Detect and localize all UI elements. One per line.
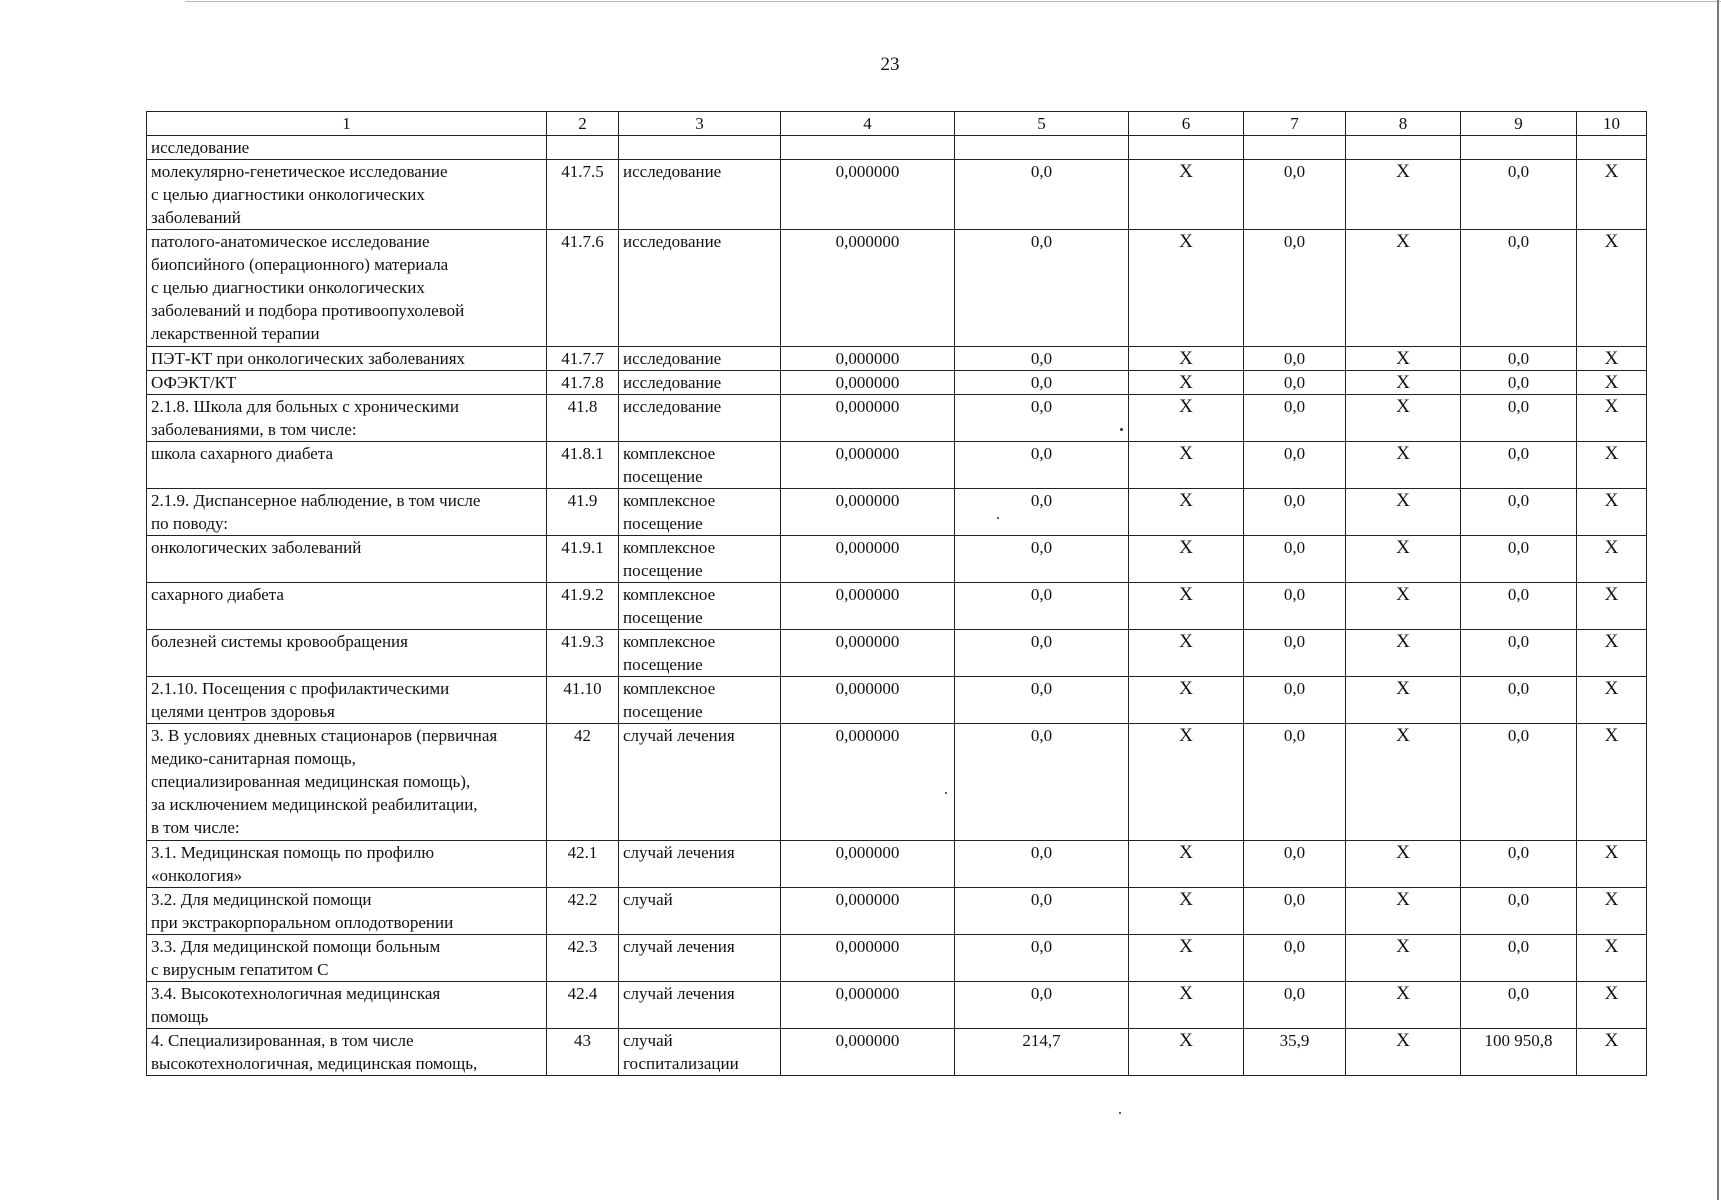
table-row xyxy=(147,160,1647,230)
table-cell-col-10: X xyxy=(1577,230,1647,347)
table-cell-col-1: патолого-анатомическое исследование биопсийного (операционного) материала с целью диагностики онкологических заболеваний и подбора противоопухолевой лекарственной терапии xyxy=(147,230,547,347)
table-cell-col-6: X xyxy=(1129,536,1244,583)
table-cell-col-1: болезней системы кровообращения xyxy=(147,630,547,677)
table-body xyxy=(147,112,1647,1076)
table-cell-col-8 xyxy=(1346,136,1461,160)
table-cell-col-4: 0,000000 xyxy=(781,982,955,1029)
table-cell-col-1: молекулярно-генетическое исследование с целью диагностики онкологических заболеваний xyxy=(147,160,547,230)
table-cell-col-7: 0,0 xyxy=(1244,395,1346,442)
table-row xyxy=(147,136,1647,160)
table-cell-col-5: 0,0 xyxy=(955,371,1129,395)
table-row xyxy=(147,935,1647,982)
table-cell-col-4: 0,000000 xyxy=(781,1029,955,1076)
header-cell-4: 4 xyxy=(781,112,955,136)
table-cell-col-4: 0,000000 xyxy=(781,347,955,371)
header-cell-5: 5 xyxy=(955,112,1129,136)
table-row xyxy=(147,841,1647,888)
table-cell-col-6: X xyxy=(1129,442,1244,489)
table-cell-col-6 xyxy=(1129,136,1244,160)
table-cell-col-10: X xyxy=(1577,395,1647,442)
table-cell-col-8: X xyxy=(1346,230,1461,347)
table-cell-col-7: 0,0 xyxy=(1244,442,1346,489)
table-cell-col-1: 2.1.9. Диспансерное наблюдение, в том числе по поводу: xyxy=(147,489,547,536)
table-cell-col-2: 41.8 xyxy=(547,395,619,442)
table-cell-col-1: ОФЭКТ/КТ xyxy=(147,371,547,395)
scan-top-edge xyxy=(185,1,1721,2)
table-cell-col-2: 41.9.3 xyxy=(547,630,619,677)
table-cell-col-6: X xyxy=(1129,724,1244,841)
table-cell-col-2: 41.7.8 xyxy=(547,371,619,395)
table-cell-col-9: 0,0 xyxy=(1461,583,1577,630)
table-cell-col-3: случай xyxy=(619,888,781,935)
table-cell-col-4: 0,000000 xyxy=(781,442,955,489)
table-cell-col-1: 3.1. Медицинская помощь по профилю «онкология» xyxy=(147,841,547,888)
table-cell-col-6: X xyxy=(1129,395,1244,442)
table-cell-col-2: 42.1 xyxy=(547,841,619,888)
table-cell-col-8: X xyxy=(1346,395,1461,442)
table-header-row xyxy=(147,112,1647,136)
table-cell-col-4: 0,000000 xyxy=(781,724,955,841)
table-row xyxy=(147,630,1647,677)
table-cell-col-5: 0,0 xyxy=(955,347,1129,371)
table-cell-col-3: комплексное посещение xyxy=(619,630,781,677)
table-cell-col-10: X xyxy=(1577,724,1647,841)
table-cell-col-8: X xyxy=(1346,935,1461,982)
table-cell-col-10: X xyxy=(1577,630,1647,677)
table-cell-col-5: 0,0 xyxy=(955,160,1129,230)
scan-speck xyxy=(1120,428,1123,431)
table-cell-col-9: 0,0 xyxy=(1461,230,1577,347)
table-cell-col-6: X xyxy=(1129,630,1244,677)
table-cell-col-5 xyxy=(955,136,1129,160)
table-cell-col-1: 3.3. Для медицинской помощи больным с вирусным гепатитом С xyxy=(147,935,547,982)
table-cell-col-3: случай лечения xyxy=(619,724,781,841)
table-cell-col-10: X xyxy=(1577,583,1647,630)
table-cell-col-3: исследование xyxy=(619,371,781,395)
table-row xyxy=(147,230,1647,347)
table-cell-col-6: X xyxy=(1129,841,1244,888)
table-cell-col-4: 0,000000 xyxy=(781,583,955,630)
table-cell-col-2: 41.9.2 xyxy=(547,583,619,630)
table-cell-col-7 xyxy=(1244,136,1346,160)
table-cell-col-3: комплексное посещение xyxy=(619,442,781,489)
table-cell-col-6: X xyxy=(1129,371,1244,395)
table-cell-col-2: 42.2 xyxy=(547,888,619,935)
table-cell-col-2: 41.10 xyxy=(547,677,619,724)
table-cell-col-3: случай лечения xyxy=(619,935,781,982)
table-cell-col-9: 0,0 xyxy=(1461,395,1577,442)
table-cell-col-3: комплексное посещение xyxy=(619,677,781,724)
scan-speck xyxy=(997,517,999,519)
table-cell-col-7: 35,9 xyxy=(1244,1029,1346,1076)
table-cell-col-1: школа сахарного диабета xyxy=(147,442,547,489)
table-cell-col-5: 0,0 xyxy=(955,630,1129,677)
table-cell-col-8: X xyxy=(1346,630,1461,677)
table-cell-col-10: X xyxy=(1577,935,1647,982)
table-cell-col-9: 0,0 xyxy=(1461,982,1577,1029)
table-cell-col-6: X xyxy=(1129,935,1244,982)
table-cell-col-7: 0,0 xyxy=(1244,677,1346,724)
header-cell-6: 6 xyxy=(1129,112,1244,136)
table-cell-col-4: 0,000000 xyxy=(781,230,955,347)
header-cell-1: 1 xyxy=(147,112,547,136)
table-cell-col-2: 43 xyxy=(547,1029,619,1076)
table-cell-col-4: 0,000000 xyxy=(781,160,955,230)
table-cell-col-7: 0,0 xyxy=(1244,160,1346,230)
table-cell-col-4: 0,000000 xyxy=(781,841,955,888)
header-cell-10: 10 xyxy=(1577,112,1647,136)
header-cell-3: 3 xyxy=(619,112,781,136)
table-cell-col-5: 0,0 xyxy=(955,583,1129,630)
table-cell-col-2: 41.8.1 xyxy=(547,442,619,489)
table-cell-col-9: 0,0 xyxy=(1461,935,1577,982)
table-cell-col-6: X xyxy=(1129,677,1244,724)
table-row xyxy=(147,982,1647,1029)
table-cell-col-9: 0,0 xyxy=(1461,536,1577,583)
table-cell-col-9: 0,0 xyxy=(1461,888,1577,935)
table-cell-col-8: X xyxy=(1346,841,1461,888)
table-cell-col-1: 3.2. Для медицинской помощи при экстракорпоральном оплодотворении xyxy=(147,888,547,935)
table-cell-col-10: X xyxy=(1577,982,1647,1029)
table-cell-col-4: 0,000000 xyxy=(781,677,955,724)
header-cell-2: 2 xyxy=(547,112,619,136)
table-cell-col-4: 0,000000 xyxy=(781,489,955,536)
table-cell-col-3 xyxy=(619,136,781,160)
header-cell-7: 7 xyxy=(1244,112,1346,136)
table-cell-col-8: X xyxy=(1346,347,1461,371)
table-cell-col-9: 0,0 xyxy=(1461,347,1577,371)
table-cell-col-1: исследование xyxy=(147,136,547,160)
table-cell-col-4: 0,000000 xyxy=(781,888,955,935)
table-cell-col-3: исследование xyxy=(619,347,781,371)
table-cell-col-5: 0,0 xyxy=(955,982,1129,1029)
table-cell-col-9: 0,0 xyxy=(1461,841,1577,888)
table-cell-col-6: X xyxy=(1129,230,1244,347)
table-row xyxy=(147,347,1647,371)
table-cell-col-10: X xyxy=(1577,489,1647,536)
table-row xyxy=(147,489,1647,536)
table-cell-col-2: 41.7.7 xyxy=(547,347,619,371)
table-cell-col-5: 0,0 xyxy=(955,888,1129,935)
table-cell-col-9: 0,0 xyxy=(1461,160,1577,230)
table-cell-col-9: 100 950,8 xyxy=(1461,1029,1577,1076)
scan-speck xyxy=(1119,1112,1121,1114)
table-cell-col-8: X xyxy=(1346,371,1461,395)
table-cell-col-8: X xyxy=(1346,489,1461,536)
table-cell-col-10: X xyxy=(1577,371,1647,395)
table-cell-col-10: X xyxy=(1577,536,1647,583)
table-cell-col-6: X xyxy=(1129,583,1244,630)
table-cell-col-7: 0,0 xyxy=(1244,583,1346,630)
table-cell-col-5: 214,7 xyxy=(955,1029,1129,1076)
table-cell-col-9: 0,0 xyxy=(1461,677,1577,724)
scan-right-edge xyxy=(1717,0,1719,1200)
table-cell-col-4: 0,000000 xyxy=(781,371,955,395)
table-cell-col-6: X xyxy=(1129,160,1244,230)
table-cell-col-7: 0,0 xyxy=(1244,724,1346,841)
table-cell-col-9 xyxy=(1461,136,1577,160)
table-cell-col-8: X xyxy=(1346,677,1461,724)
table-row xyxy=(147,583,1647,630)
table-cell-col-3: комплексное посещение xyxy=(619,536,781,583)
header-cell-9: 9 xyxy=(1461,112,1577,136)
table-cell-col-1: онкологических заболеваний xyxy=(147,536,547,583)
header-cell-8: 8 xyxy=(1346,112,1461,136)
table-cell-col-5: 0,0 xyxy=(955,489,1129,536)
table-cell-col-8: X xyxy=(1346,583,1461,630)
table-row xyxy=(147,442,1647,489)
table-cell-col-3: комплексное посещение xyxy=(619,489,781,536)
table-cell-col-8: X xyxy=(1346,536,1461,583)
table-cell-col-9: 0,0 xyxy=(1461,724,1577,841)
table-cell-col-10: X xyxy=(1577,160,1647,230)
table-cell-col-7: 0,0 xyxy=(1244,347,1346,371)
table-cell-col-7: 0,0 xyxy=(1244,630,1346,677)
table-cell-col-9: 0,0 xyxy=(1461,489,1577,536)
table-cell-col-6: X xyxy=(1129,489,1244,536)
table-cell-col-1: 4. Специализированная, в том числе высокотехнологичная, медицинская помощь, xyxy=(147,1029,547,1076)
table-cell-col-6: X xyxy=(1129,1029,1244,1076)
table-cell-col-7: 0,0 xyxy=(1244,230,1346,347)
table-cell-col-3: случай госпитализации xyxy=(619,1029,781,1076)
table-cell-col-10: X xyxy=(1577,442,1647,489)
table-cell-col-3: случай лечения xyxy=(619,982,781,1029)
table-cell-col-2: 42.3 xyxy=(547,935,619,982)
table-cell-col-5: 0,0 xyxy=(955,230,1129,347)
table-cell-col-10 xyxy=(1577,136,1647,160)
table-cell-col-5: 0,0 xyxy=(955,724,1129,841)
table-cell-col-7: 0,0 xyxy=(1244,841,1346,888)
table-cell-col-10: X xyxy=(1577,841,1647,888)
table-cell-col-1: 2.1.10. Посещения с профилактическими целями центров здоровья xyxy=(147,677,547,724)
page-number: 23 xyxy=(880,54,900,75)
table-cell-col-6: X xyxy=(1129,347,1244,371)
table-cell-col-10: X xyxy=(1577,347,1647,371)
table-cell-col-4: 0,000000 xyxy=(781,935,955,982)
table-cell-col-2 xyxy=(547,136,619,160)
scan-speck xyxy=(945,792,947,794)
table-cell-col-4: 0,000000 xyxy=(781,395,955,442)
table-cell-col-1: 2.1.8. Школа для больных с хроническими заболеваниями, в том числе: xyxy=(147,395,547,442)
table-cell-col-8: X xyxy=(1346,982,1461,1029)
table-cell-col-3: исследование xyxy=(619,160,781,230)
table-row xyxy=(147,371,1647,395)
table-cell-col-8: X xyxy=(1346,888,1461,935)
table-cell-col-2: 41.9 xyxy=(547,489,619,536)
table-cell-col-5: 0,0 xyxy=(955,935,1129,982)
table-cell-col-4: 0,000000 xyxy=(781,536,955,583)
table-cell-col-6: X xyxy=(1129,888,1244,935)
table-cell-col-4 xyxy=(781,136,955,160)
table-cell-col-8: X xyxy=(1346,442,1461,489)
table-cell-col-7: 0,0 xyxy=(1244,982,1346,1029)
table-row xyxy=(147,1029,1647,1076)
table-cell-col-1: сахарного диабета xyxy=(147,583,547,630)
table-cell-col-3: случай лечения xyxy=(619,841,781,888)
table-cell-col-7: 0,0 xyxy=(1244,371,1346,395)
data-table xyxy=(146,111,1647,1076)
table-cell-col-8: X xyxy=(1346,160,1461,230)
table-cell-col-2: 42.4 xyxy=(547,982,619,1029)
table-cell-col-5: 0,0 xyxy=(955,442,1129,489)
table-row xyxy=(147,536,1647,583)
table-cell-col-1: ПЭТ-КТ при онкологических заболеваниях xyxy=(147,347,547,371)
table-cell-col-10: X xyxy=(1577,1029,1647,1076)
table-cell-col-5: 0,0 xyxy=(955,841,1129,888)
table-cell-col-9: 0,0 xyxy=(1461,371,1577,395)
table-cell-col-5: 0,0 xyxy=(955,677,1129,724)
table-cell-col-8: X xyxy=(1346,724,1461,841)
table-cell-col-10: X xyxy=(1577,888,1647,935)
table-cell-col-5: 0,0 xyxy=(955,395,1129,442)
table-cell-col-9: 0,0 xyxy=(1461,442,1577,489)
table-cell-col-2: 42 xyxy=(547,724,619,841)
table-cell-col-7: 0,0 xyxy=(1244,888,1346,935)
table-cell-col-7: 0,0 xyxy=(1244,935,1346,982)
table-row xyxy=(147,395,1647,442)
table-cell-col-6: X xyxy=(1129,982,1244,1029)
table-cell-col-9: 0,0 xyxy=(1461,630,1577,677)
table-cell-col-2: 41.7.5 xyxy=(547,160,619,230)
table-cell-col-1: 3.4. Высокотехнологичная медицинская помощь xyxy=(147,982,547,1029)
table-cell-col-3: комплексное посещение xyxy=(619,583,781,630)
table-row xyxy=(147,677,1647,724)
table-cell-col-10: X xyxy=(1577,677,1647,724)
table-cell-col-3: исследование xyxy=(619,395,781,442)
table-cell-col-5: 0,0 xyxy=(955,536,1129,583)
table-cell-col-3: исследование xyxy=(619,230,781,347)
table-cell-col-2: 41.7.6 xyxy=(547,230,619,347)
table-cell-col-2: 41.9.1 xyxy=(547,536,619,583)
table-cell-col-1: 3. В условиях дневных стационаров (первичная медико-санитарная помощь, специализированная медицинская помощь), за исключением медицинской реабилитации, в том числе: xyxy=(147,724,547,841)
table-cell-col-7: 0,0 xyxy=(1244,536,1346,583)
table-row xyxy=(147,724,1647,841)
table-cell-col-7: 0,0 xyxy=(1244,489,1346,536)
table-row xyxy=(147,888,1647,935)
table-cell-col-8: X xyxy=(1346,1029,1461,1076)
table-cell-col-4: 0,000000 xyxy=(781,630,955,677)
